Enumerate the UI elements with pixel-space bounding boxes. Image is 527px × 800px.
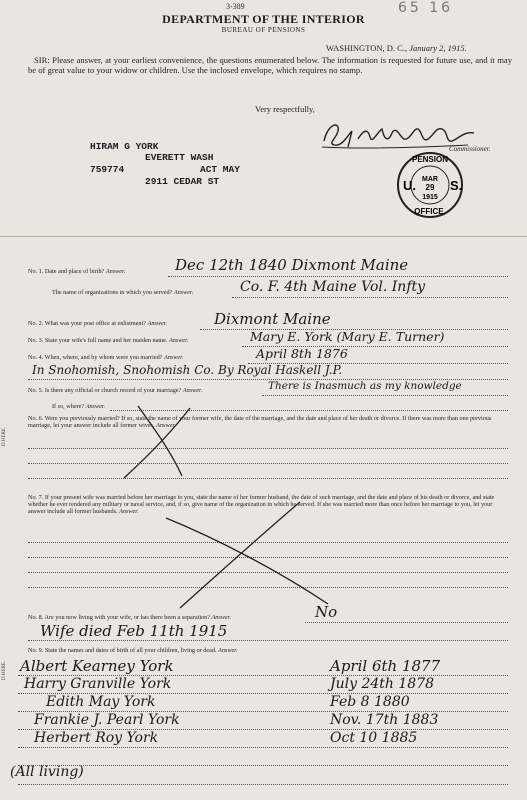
child-birth-date: April 6th 1877: [330, 657, 441, 675]
answer-line: [28, 640, 508, 641]
stamp-year: 1915: [422, 194, 438, 201]
child-birth-date: Nov. 17th 1883: [330, 712, 439, 728]
answer-line: [232, 297, 508, 298]
question-8: No. 8. Are you now living with your wife, or has there been a separation? Answer.: [28, 614, 231, 621]
children-note: (All living): [10, 764, 84, 780]
answer-line: [18, 784, 508, 785]
question-3: No. 3. State your wife's full name and her maiden name. Answer.: [28, 337, 189, 344]
certificate-number: 759774: [90, 164, 125, 175]
answer-birth: Dec 12th 1840 Dixmont Maine: [175, 256, 409, 274]
question-2: No. 2. What was your post office at enlistment? Answer.: [28, 320, 167, 327]
dateline-place: WASHINGTON, D. C.,: [326, 43, 408, 53]
stamp-day: 29: [425, 183, 435, 192]
answer-marriage-place: In Snohomish, Snohomish Co. By Royal Haskell J.P.: [32, 363, 343, 377]
form-number: 3-389: [226, 2, 245, 11]
answer-label: Answer.: [105, 268, 126, 275]
pension-act: ACT MAY: [200, 164, 240, 175]
dateline-date: January 2, 1915.: [409, 43, 467, 53]
child-name: Edith May York: [46, 694, 156, 710]
answer-marriage-date: April 8th 1876: [256, 346, 348, 361]
strike-through-mark: [100, 400, 200, 480]
dateline: [326, 43, 467, 53]
answer-line: [305, 622, 508, 623]
addressee-name: HIRAM G YORK: [90, 141, 159, 152]
answer-line: [18, 765, 508, 766]
child-birth-date: Oct 10 1885: [330, 730, 418, 746]
letter-body: SIR: Please answer, at your earliest convenience, the questions enumerated below. The information is requested for future use, and it may be of great value to your widow or children. Use the inclosed envelope, which requires no stamp.: [28, 55, 512, 75]
answer-living-with-wife: No: [315, 603, 338, 621]
child-name: Albert Kearney York: [20, 657, 174, 675]
fold-line: [0, 236, 527, 237]
answer-post-office: Dixmont Maine: [214, 310, 331, 328]
answer-organizations: Co. F. 4th Maine Vol. Infty: [240, 279, 426, 295]
question-1-organizations: The name of organizations in which you served? Answer.: [52, 289, 194, 296]
department-heading: DEPARTMENT OF THE INTERIOR: [162, 12, 365, 26]
bureau-heading: BUREAU OF PENSIONS: [221, 26, 306, 34]
child-name: Harry Granville York: [24, 676, 172, 692]
stamp-bottom: OFFICE.: [414, 207, 446, 216]
question-5: No. 5. Is there any official or church record of your marriage? Answer.: [28, 387, 203, 394]
addressee-city: EVERETT WASH: [145, 152, 214, 163]
closing: Very respectfully,: [255, 104, 315, 114]
answer-record: There is Inasmuch as my knowledge: [268, 380, 462, 392]
answer-line: [168, 276, 508, 277]
child-name: Herbert Roy York: [34, 730, 159, 746]
stamp-top: PENSION: [411, 155, 449, 164]
stamp-month: MAR: [422, 176, 438, 183]
question-5-where: If so, where? Answer.: [52, 403, 106, 410]
question-9: No. 9. State the names and dates of birth of all your children, living or dead. Answer.: [28, 647, 238, 654]
stamp-right: S.: [450, 178, 463, 193]
child-name: Frankie J. Pearl York: [34, 712, 180, 728]
pension-office-stamp: [395, 150, 465, 220]
addressee-street: 2911 CEDAR ST: [145, 176, 220, 187]
child-birth-date: Feb 8 1880: [330, 694, 410, 710]
question-4: No. 4. When, where, and by whom were you married? Answer.: [28, 354, 184, 361]
answer-wife-died: Wife died Feb 11th 1915: [40, 622, 228, 640]
child-birth-date: July 24th 1878: [330, 676, 435, 692]
corner-pencil-note: 65 16: [398, 0, 454, 16]
question-1: No. 1. Date and place of birth? Answer.: [28, 268, 126, 275]
signature-title: Commissioner.: [449, 145, 491, 153]
question-7: No. 7. If your present wife was married before her marriage to you, state the name of her former husband, the date of such marriage, and the date and place of his death or divorce, and state whether he ever rendered any military or naval service, and, if so, give name of the organization in which he served. If she was married more than once before her marriage to you, let your answer include all former husbands. Answer.: [28, 494, 495, 516]
stamp-left: U.: [403, 178, 416, 193]
side-mark-top: D HERE.: [2, 426, 7, 446]
strike-through-mark: [150, 500, 350, 610]
answer-line: [18, 747, 508, 748]
answer-wife-name: Mary E. York (Mary E. Turner): [250, 329, 445, 344]
side-mark-bottom: D HERE.: [2, 660, 7, 680]
answer-line: [262, 395, 508, 396]
question-6: No. 6. Were you previously married? If so, state the name of your former wife, the date of the marriage, and the date and place of her death or divorce. If there was more than one previous marriage, let your answer include all former wives. Answer.: [28, 415, 492, 430]
